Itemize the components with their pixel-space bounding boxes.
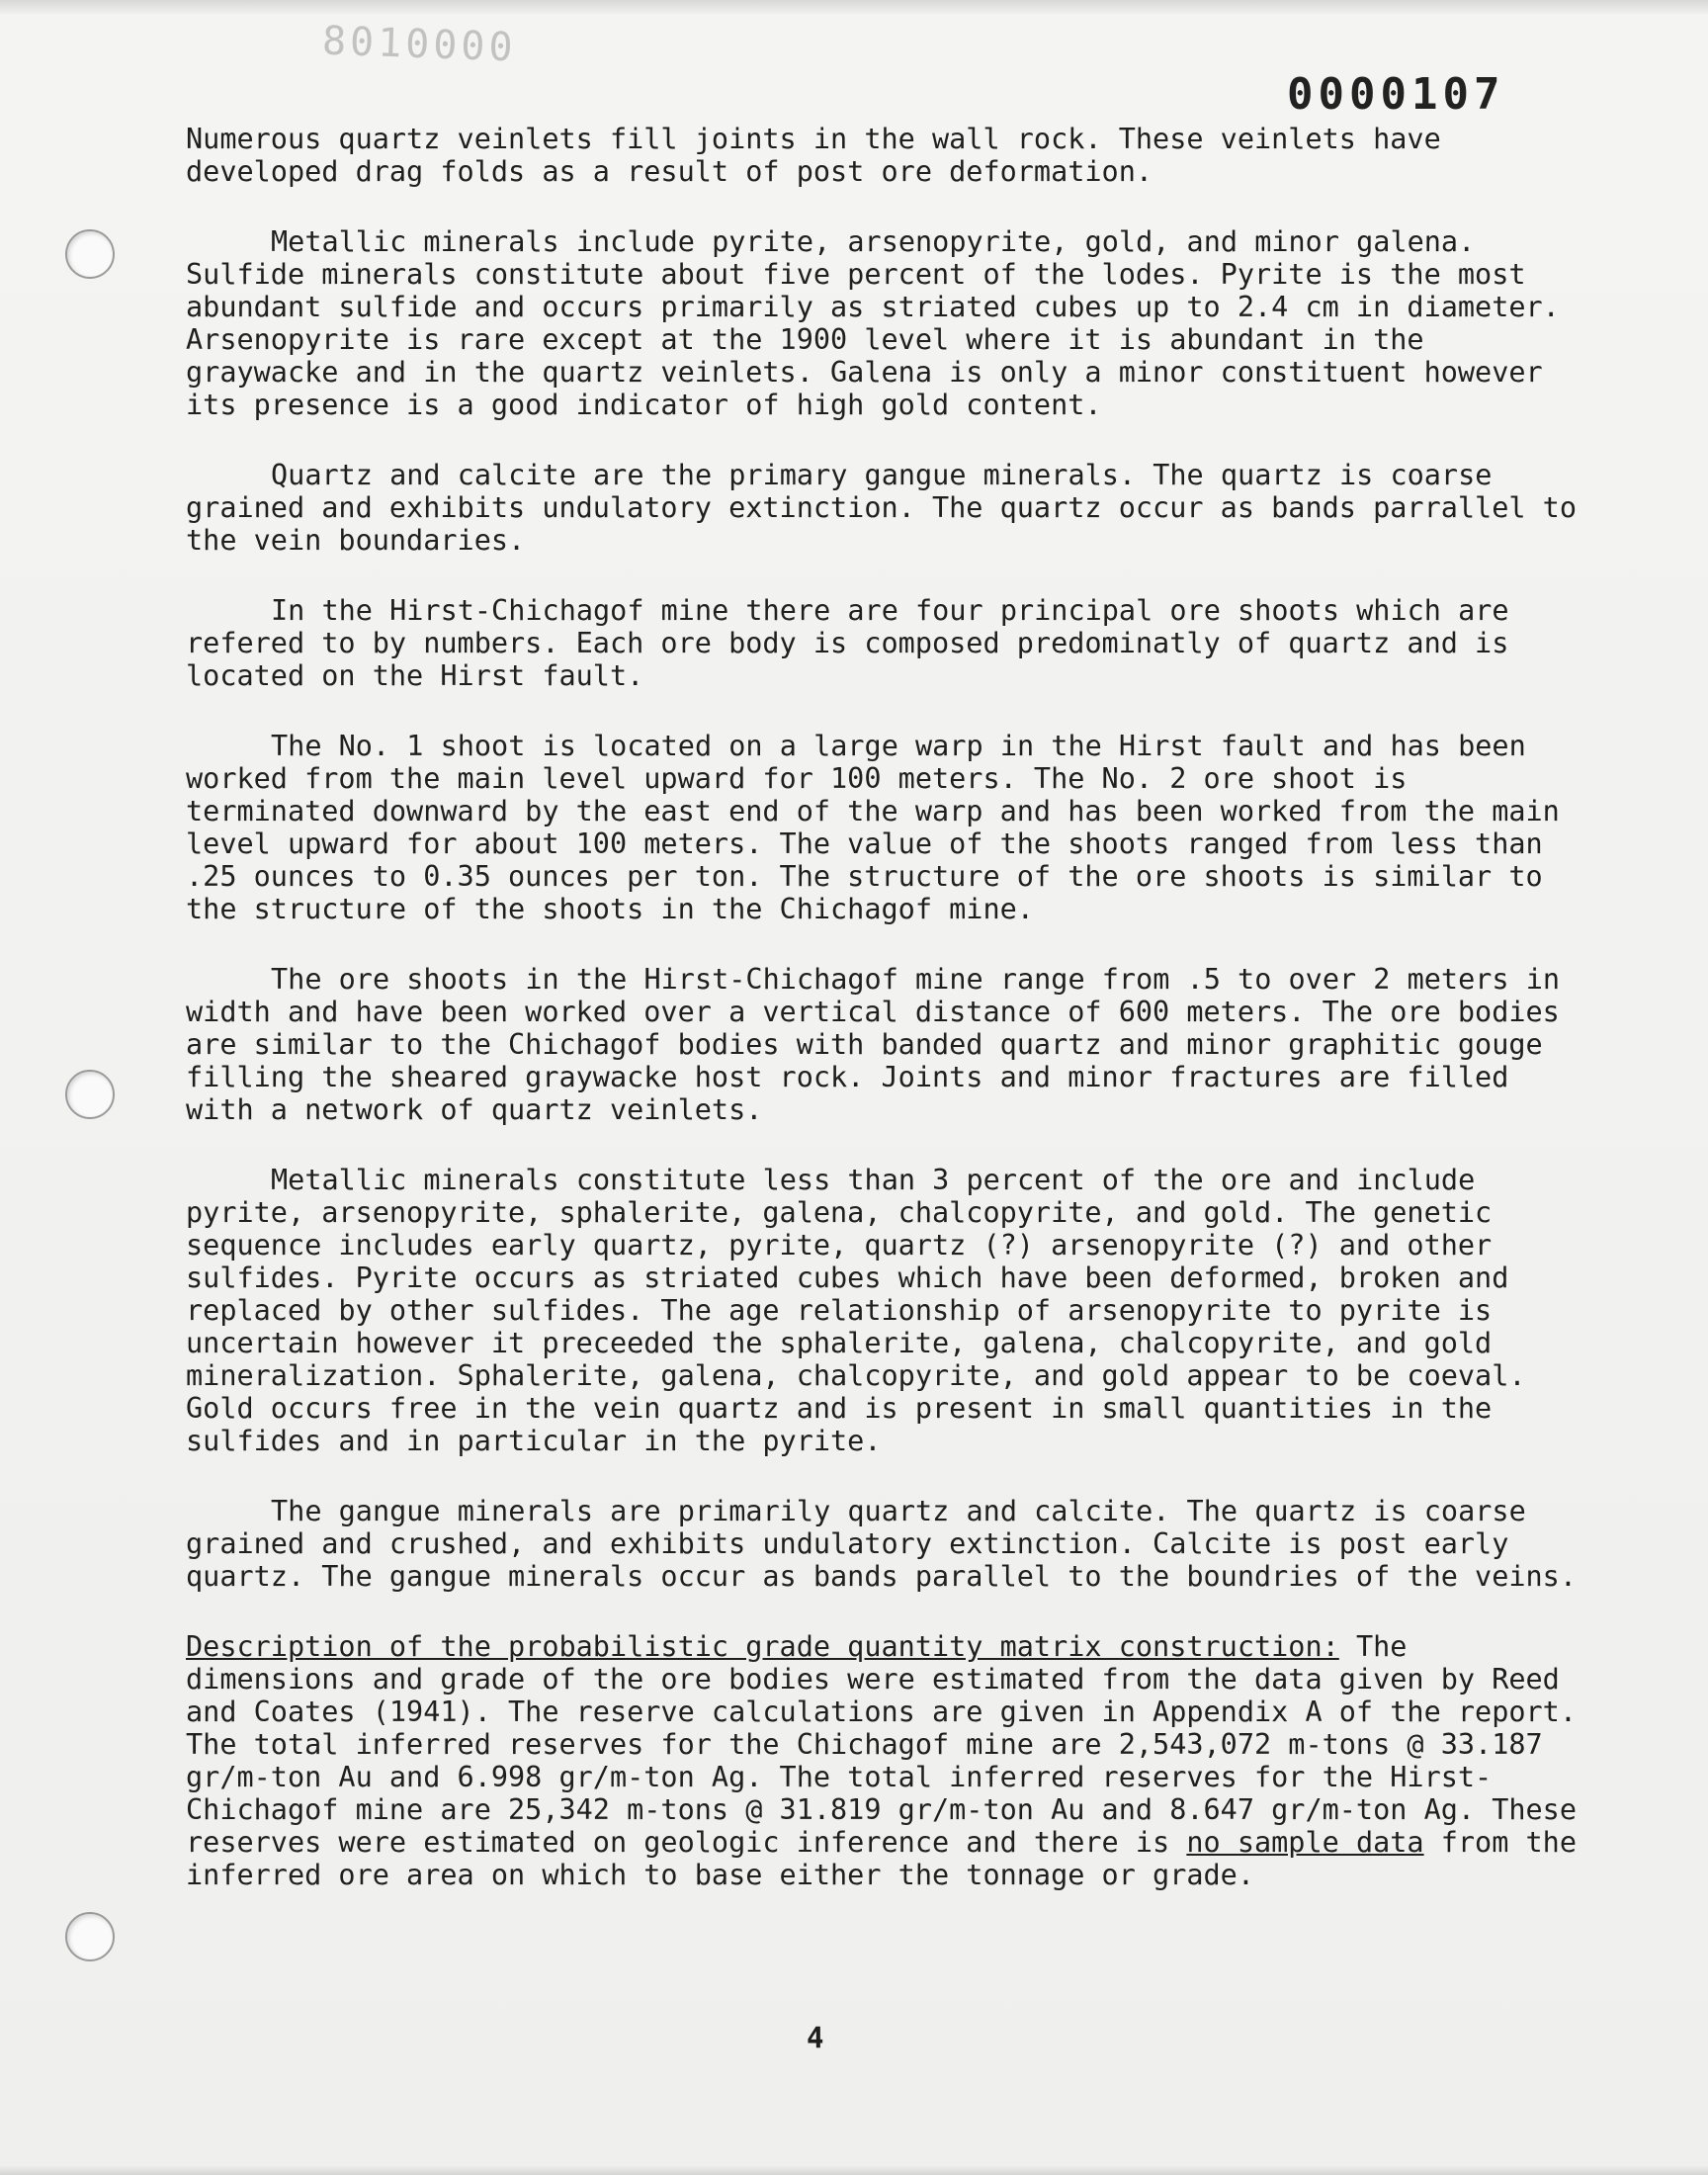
paragraph-hirst-ore-shoots: In the Hirst-Chichagof mine there are four principal ore shoots which are refered to by numbers. Each ore body is composed predominatly of quartz and is located on the Hirst fault. [186, 594, 1509, 692]
scan-bottom-edge [0, 2165, 1708, 2175]
section-text-before: The dimensions and grade of the ore bodies were estimated from the data given by Reed and Coates (1941). The reserve calculations are given in Appendix A of the report. The total inferred reserves for the Chichagof mine are 2,543,072 m-tons @ 33.187 gr/m-ton Au and 6.998 gr/m-ton Ag. The total inferred reserves for the Hirst-Chichagof mine are 25,342 m-tons @ 31.819 gr/m-ton Au and 8.647 gr/m-ton Ag. These reserves were estimated on geologic inference and there is [186, 1630, 1577, 1859]
document-body [186, 123, 1580, 1929]
punch-hole-top [65, 229, 115, 279]
section-heading: Description of the probabilistic grade quantity matrix construction: [186, 1630, 1339, 1663]
paragraph-gangue-hirst: The gangue minerals are primarily quartz and calcite. The quartz is coarse grained and crushed, and exhibits undulatory extinction. Calcite is post early quartz. The gangue minerals occur as bands parallel to the boundries of the veins. [186, 1495, 1577, 1593]
paragraph-metallic-minerals-hirst: Metallic minerals constitute less than 3 percent of the ore and include pyrite, arsenopyrite, sphalerite, galena, chalcopyrite, and gold. The genetic sequence includes early quartz, pyrite, quartz (?) arsenopyrite (?) and other sulfides. Pyrite occurs as striated cubes which have been deformed, broken and replaced by other sulfides. The age relationship of arsenopyrite to pyrite is uncertain however it preceeded the sphalerite, galena, chalcopyrite, and gold mineralization. Sphalerite, galena, chalcopyrite, and gold appear to be coeval. Gold occurs free in the vein quartz and is present in small quantities in the sulfides and in particular in the pyrite. [186, 1164, 1526, 1457]
scan-top-edge [0, 0, 1708, 14]
paragraph-shoot-details: The No. 1 shoot is located on a large warp in the Hirst fault and has been worked from the main level upward for 100 meters. The No. 2 ore shoot is terminated downward by the east end of the warp and has been worked from the main level upward for about 100 meters. The value of the shoots ranged from less than .25 ounces to 0.35 ounces per ton. The structure of the ore shoots is similar to the structure of the shoots in the Chichagof mine. [186, 730, 1560, 925]
faint-stamp-number: 8010000 [321, 18, 518, 71]
paragraph-matrix-construction [186, 1630, 1580, 1891]
punch-hole-middle [65, 1070, 115, 1119]
paragraph-ore-shoot-dimensions: The ore shoots in the Hirst-Chichagof mine range from .5 to over 2 meters in width and have been worked over a vertical distance of 600 meters. The ore bodies are similar to the Chichagof bodies with banded quartz and minor graphitic gouge filling the sheared graywacke host rock. Joints and minor fractures are filled with a network of quartz veinlets. [186, 963, 1561, 1126]
page-number: 4 [807, 2021, 824, 2054]
document-number: 0000107 [1287, 69, 1505, 120]
punch-hole-bottom [65, 1912, 115, 1961]
section-text-after: from the inferred ore area on which to base either the tonnage or grade. [186, 1826, 1578, 1891]
paragraph-metallic-minerals-chichagof: Metallic minerals include pyrite, arsenopyrite, gold, and minor galena. Sulfide minerals constitute about five percent of the lodes. Pyrite is the most abundant sulfide and occurs primarily as striated cubes up to 2.4 cm in diameter. Arsenopyrite is rare except at the 1900 level where it is abundant in the graywacke and in the quartz veinlets. Galena is only a minor constituent however its presence is a good indicator of high gold content. [186, 225, 1560, 421]
paragraph-veinlets: Numerous quartz veinlets fill joints in the wall rock. These veinlets have developed drag folds as a result of post ore deformation. [186, 123, 1441, 188]
underlined-phrase: no sample data [1186, 1826, 1424, 1859]
paragraph-gangue-chichagof: Quartz and calcite are the primary gangue minerals. The quartz is coarse grained and exhibits undulatory extinction. The quartz occur as bands parrallel to the vein boundaries. [186, 459, 1577, 557]
